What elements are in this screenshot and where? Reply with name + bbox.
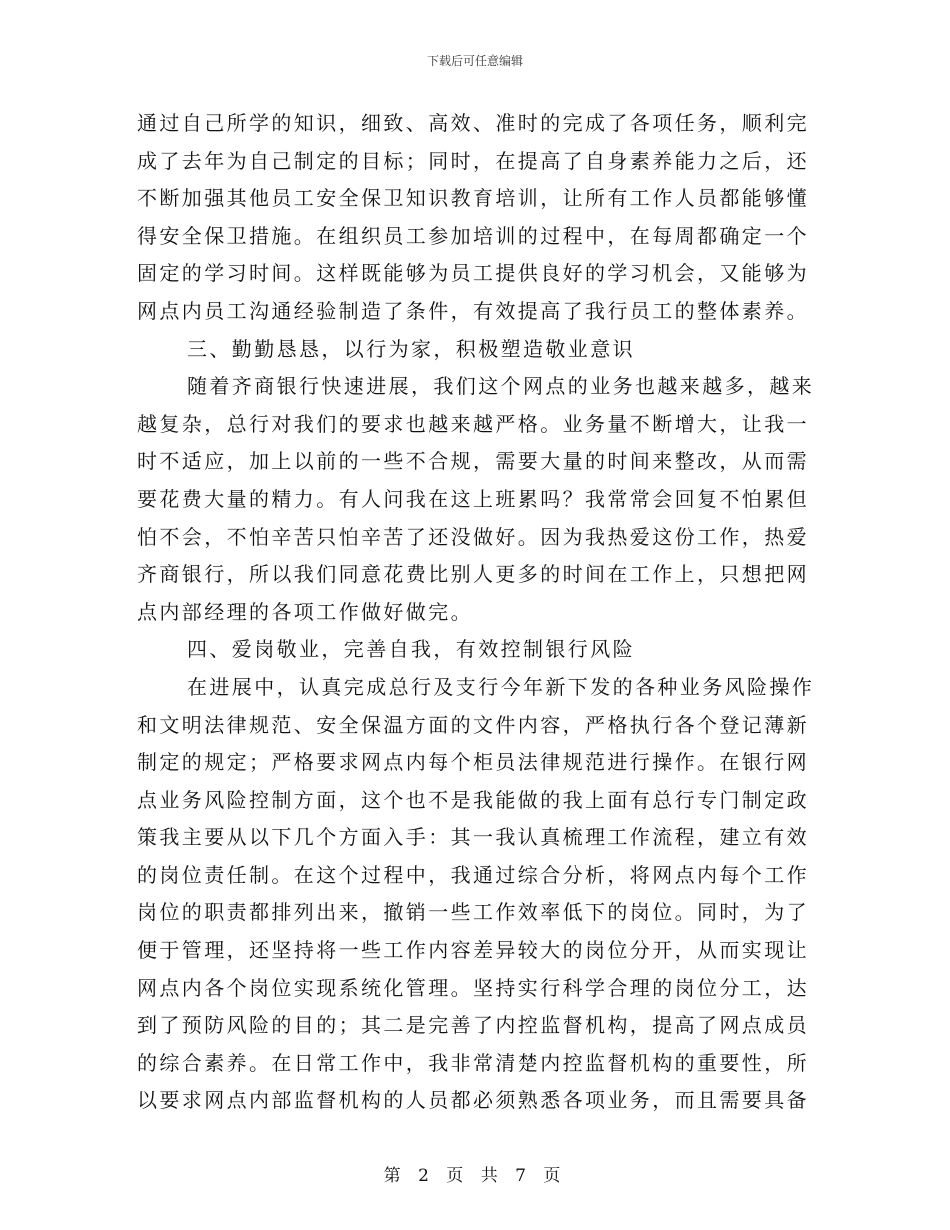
- text-line: 制定的规定；严格要求网点内每个柜员法律规范进行操作。在银行网: [137, 750, 809, 775]
- text-line: 怕不会，不怕辛苦只怕辛苦了还没做好。因为我热爱这份工作，热爱: [137, 524, 809, 549]
- text-line: 到了预防风险的目的；其二是完善了内控监督机构，提高了网点成员: [137, 1013, 809, 1038]
- text-line: 策我主要从以下几个方面入手：其一我认真梳理工作流程，建立有效: [137, 825, 809, 850]
- text-line: 通过自己所学的知识，细致、高效、准时的完成了各项任务，顺利完: [137, 111, 809, 135]
- text-line: 的综合素养。在日常工作中，我非常清楚内控监督机构的重要性，所: [137, 1050, 809, 1075]
- text-line: 齐商银行，所以我们同意花费比别人更多的时间在工作上，只想把网: [137, 562, 809, 587]
- text-line: 的岗位责任制。在这个过程中，我通过综合分析，将网点内每个工作: [137, 862, 809, 887]
- text-line: 越复杂，总行对我们的要求也越来越严格。业务量不断增大，让我一: [137, 411, 809, 436]
- text-line: 在进展中，认真完成总行及支行今年新下发的各种业务风险操作: [187, 674, 815, 699]
- text-line: 得安全保卫措施。在组织员工参加培训的过程中，在每周都确定一个: [137, 223, 809, 248]
- text-line: 要花费大量的精力。有人问我在这上班累吗？我常常会回复不怕累但: [137, 486, 809, 511]
- text-line: 点业务风险控制方面，这个也不是我能做的我上面有总行专门制定政: [137, 787, 809, 812]
- text-line: 不断加强其他员工安全保卫知识教育培训，让所有工作人员都能够懂: [137, 186, 809, 211]
- text-line: 时不适应，加上以前的一些不合规，需要大量的时间来整改，从而需: [137, 449, 809, 474]
- text-line: 网点内各个岗位实现系统化管理。坚持实行科学合理的岗位分工，达: [137, 975, 809, 1000]
- page-header: 下载后可任意编辑: [426, 54, 523, 68]
- text-line: 网点内员工沟通经验制造了条件，有效提高了我行员工的整体素养。: [137, 298, 809, 323]
- document-body: [137, 105, 815, 1120]
- section-heading: 三、勤勤恳恳，以行为家，积极塑造敬业意识: [187, 336, 635, 361]
- text-line: 以要求网点内部监督机构的人员都必须熟悉各项业务，而且需要具备: [137, 1088, 809, 1113]
- text-line: 便于管理，还坚持将一些工作内容差异较大的岗位分开，从而实现让: [137, 938, 809, 963]
- text-line: 固定的学习时间。这样既能够为员工提供良好的学习机会，又能够为: [137, 261, 809, 286]
- text-line: 点内部经理的各项工作做好做完。: [137, 599, 473, 624]
- text-line: 成了去年为自己制定的目标；同时，在提高了自身素养能力之后，还: [137, 148, 809, 173]
- text-line: 和文明法律规范、安全保温方面的文件内容，严格执行各个登记薄新: [137, 712, 809, 737]
- text-line: 随着齐商银行快速进展，我们这个网点的业务也越来越多，越来: [187, 374, 815, 399]
- text-line: 岗位的职责都排列出来，撤销一些工作效率低下的岗位。同时，为了: [137, 900, 809, 925]
- section-heading: 四、爱岗敬业，完善自我，有效控制银行风险: [187, 637, 635, 662]
- page-number-footer: 第 2 页 共 7 页: [383, 1166, 567, 1186]
